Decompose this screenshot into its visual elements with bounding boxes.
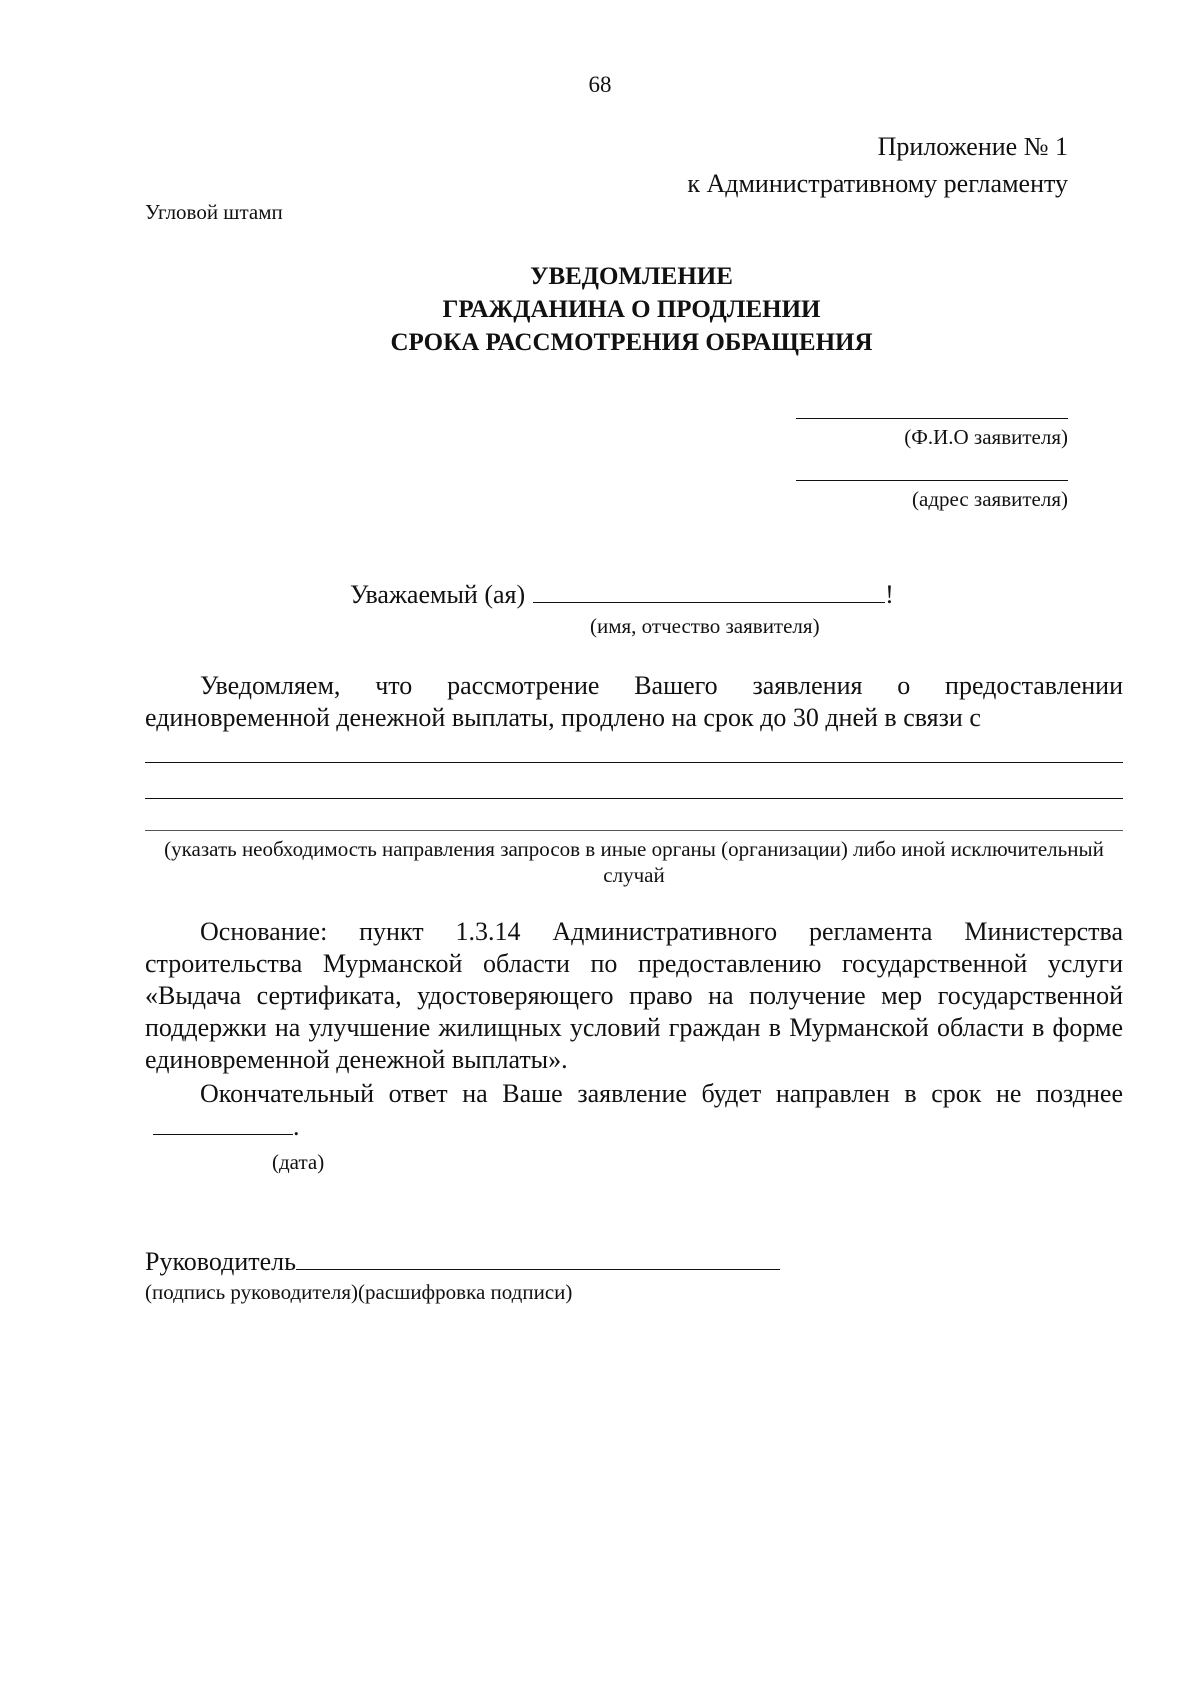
signature-line bbox=[145, 1245, 780, 1277]
title-line-2: ГРАЖДАНИНА О ПРОДЛЕНИИ bbox=[442, 296, 821, 323]
signature-caption: (подпись руководителя)(расшифровка подписи) bbox=[145, 1280, 573, 1304]
greeting-name-blank bbox=[533, 578, 885, 603]
signature-blank bbox=[296, 1245, 780, 1270]
document-title bbox=[0, 260, 1200, 359]
title-line-1: УВЕДОМЛЕНИЕ bbox=[530, 263, 733, 290]
final-answer-paragraph bbox=[145, 1078, 1123, 1143]
greeting-line bbox=[350, 578, 894, 610]
title-line-3: СРОКА РАССМОТРЕНИЯ ОБРАЩЕНИЯ bbox=[390, 329, 873, 356]
reason-caption: (указать необходимость направления запросов в иные органы (организации) либо иной исключительный случай bbox=[164, 837, 1104, 887]
applicant-name-caption: (Ф.И.О заявителя) bbox=[904, 425, 1068, 449]
reason-blank-line-1 bbox=[145, 762, 1123, 763]
appendix-line-2: к Административному регламенту bbox=[687, 169, 1068, 198]
applicant-name-blank bbox=[796, 418, 1068, 419]
date-caption: (дата) bbox=[272, 1150, 325, 1174]
date-blank bbox=[153, 1110, 293, 1135]
greeting-text: Уважаемый (ая) bbox=[350, 580, 526, 609]
final-answer-text: Окончательный ответ на Ваше заявление будет направлен в срок не позднее bbox=[200, 1079, 1123, 1108]
page-number: 68 bbox=[588, 72, 612, 97]
greeting-exclamation: ! bbox=[885, 580, 894, 609]
appendix-header bbox=[687, 128, 1068, 202]
notice-paragraph: Уведомляем, что рассмотрение Вашего заявления о предоставлении единовременной денежной выплаты, продлено на срок до 30 дней в связи с bbox=[145, 671, 1123, 732]
signature-label: Руководитель bbox=[145, 1247, 296, 1276]
reason-blank-line-2 bbox=[145, 798, 1123, 799]
corner-stamp-label: Угловой штамп bbox=[145, 200, 283, 224]
appendix-line-1: Приложение № 1 bbox=[877, 132, 1068, 161]
greeting-caption: (имя, отчество заявителя) bbox=[590, 614, 820, 638]
applicant-address-blank bbox=[796, 480, 1068, 481]
basis-paragraph: Основание: пункт 1.3.14 Административного регламента Министерства строительства Мурманской области по предоставлению государственной услуги «Выдача сертификата, удостоверяющего право на получение мер государственной поддержки на улучшение жилищных условий граждан в Мурманской области в форме единовременной денежной выплаты». bbox=[145, 917, 1123, 1074]
applicant-address-caption: (адрес заявителя) bbox=[912, 487, 1068, 511]
reason-blank-line-3 bbox=[145, 830, 1123, 831]
final-answer-period: . bbox=[293, 1112, 300, 1141]
